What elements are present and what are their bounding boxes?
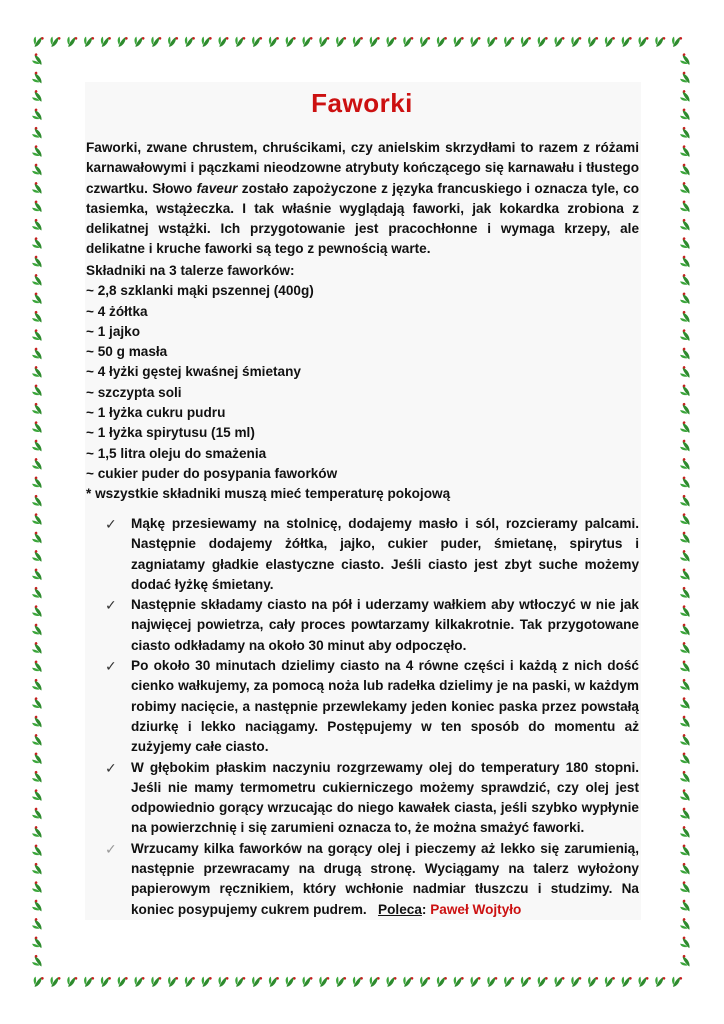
holly-sprig-icon <box>678 53 692 68</box>
holly-sprig-icon <box>678 494 692 509</box>
holly-sprig-icon <box>30 568 44 583</box>
holly-sprig-icon <box>30 936 44 951</box>
holly-sprig-icon <box>30 126 44 141</box>
intro-text-part1: Faworki, zwane chrustem, chruścikami, czy anielskim skrzydłami to razem z różami karnawałowymi i pączkami nieodzowne atrybuty kończącego się karnawału i tłustego czwartku. Słowo <box>86 140 639 196</box>
holly-sprig-icon <box>165 973 179 988</box>
holly-sprig-icon <box>678 182 692 197</box>
holly-sprig-icon <box>678 513 692 528</box>
holly-sprig-icon <box>678 329 692 344</box>
holly-sprig-icon <box>265 33 279 48</box>
holly-sprig-icon <box>232 973 246 988</box>
holly-sprig-icon <box>678 366 692 381</box>
ingredient-item: ~ 2,8 szklanki mąki pszennej (400g) <box>86 283 314 299</box>
holly-sprig-icon <box>30 33 44 48</box>
holly-sprig-icon <box>81 33 95 48</box>
step-item <box>105 656 639 757</box>
step-item <box>105 595 639 656</box>
holly-sprig-icon <box>30 163 44 178</box>
step-text: Mąkę przesiewamy na stolnicę, dodajemy masło i sól, rozcieramy palcami. Następnie dodajemy żółtka, jajko, cukier puder, śmietanę, spirytus i zagniatamy gładkie elastyczne ciasto. Jeśli ciasto jest zbyt suche możemy dodać łyżkę śmietany. <box>131 516 639 592</box>
holly-sprig-icon <box>383 33 397 48</box>
holly-sprig-icon <box>678 71 692 86</box>
holly-sprig-icon <box>30 494 44 509</box>
holly-sprig-icon <box>30 550 44 565</box>
holly-sprig-icon <box>316 973 330 988</box>
step-text: Następnie składamy ciasto na pół i uderzamy wałkiem aby wtłoczyć w nie jak najwięcej powietrza, cały proces powtarzamy kilkakrotnie. Tak przygotowane ciasto odkładamy na około 30 minut aby odpoczęło. <box>131 597 639 653</box>
ingredients-section <box>86 261 639 505</box>
holly-sprig-icon <box>551 973 565 988</box>
holly-sprig-icon <box>299 973 313 988</box>
holly-sprig-icon <box>30 421 44 436</box>
holly-sprig-icon <box>30 384 44 399</box>
holly-sprig-icon <box>678 715 692 730</box>
holly-sprig-icon <box>678 384 692 399</box>
holly-sprig-icon <box>30 513 44 528</box>
holly-sprig-icon <box>30 71 44 86</box>
holly-sprig-icon <box>484 973 498 988</box>
holly-sprig-icon <box>678 954 692 969</box>
holly-sprig-icon <box>601 973 615 988</box>
holly-sprig-icon <box>30 182 44 197</box>
holly-sprig-icon <box>678 899 692 914</box>
holly-sprig-icon <box>678 826 692 841</box>
holly-sprig-icon <box>678 421 692 436</box>
holly-sprig-icon <box>30 697 44 712</box>
holly-sprig-icon <box>678 531 692 546</box>
ingredient-item: ~ 4 łyżki gęstej kwaśnej śmietany <box>86 364 301 380</box>
ingredient-item: ~ 4 żółtka <box>86 303 148 319</box>
preparation-steps <box>105 514 639 920</box>
holly-sprig-icon <box>181 33 195 48</box>
holly-sprig-icon <box>30 660 44 675</box>
holly-sprig-icon <box>669 973 683 988</box>
holly-sprig-icon <box>678 310 692 325</box>
holly-sprig-icon <box>30 642 44 657</box>
holly-sprig-icon <box>669 33 683 48</box>
holly-sprig-icon <box>678 586 692 601</box>
author-name: Paweł Wojtyło <box>430 901 522 917</box>
holly-sprig-icon <box>678 292 692 307</box>
holly-sprig-icon <box>678 623 692 638</box>
recommendation <box>370 902 521 917</box>
holly-sprig-icon <box>678 126 692 141</box>
holly-sprig-icon <box>417 973 431 988</box>
holly-sprig-icon <box>299 33 313 48</box>
holly-sprig-icon <box>678 678 692 693</box>
holly-sprig-icon <box>30 366 44 381</box>
holly-sprig-icon <box>30 881 44 896</box>
holly-sprig-icon <box>64 973 78 988</box>
checkmark-icon: ✓ <box>105 516 117 532</box>
holly-sprig-icon <box>30 605 44 620</box>
holly-sprig-icon <box>400 33 414 48</box>
holly-sprig-icon <box>30 274 44 289</box>
holly-sprig-icon <box>501 33 515 48</box>
holly-sprig-icon <box>467 33 481 48</box>
step-text: Wrzucamy kilka faworków na gorący olej i pieczemy aż lekko się zarumienią, następnie przewracamy na drugą stronę. Wyciągamy na talerz wyłożony papierowym ręcznikiem, który wchłonie nadmiar tłuszczu i studzimy. Na koniec posypujemy cukrem pudrem. <box>131 840 639 917</box>
holly-sprig-icon <box>678 458 692 473</box>
holly-sprig-icon <box>678 163 692 178</box>
holly-sprig-icon <box>450 33 464 48</box>
holly-sprig-icon <box>400 973 414 988</box>
holly-sprig-icon <box>282 973 296 988</box>
holly-sprig-icon <box>47 973 61 988</box>
holly-sprig-icon <box>517 973 531 988</box>
holly-sprig-icon <box>265 973 279 988</box>
intro-paragraph <box>86 138 639 260</box>
holly-sprig-icon <box>678 476 692 491</box>
holly-sprig-icon <box>30 899 44 914</box>
checkmark-icon: ✓ <box>105 597 117 614</box>
step-item <box>105 839 639 920</box>
holly-sprig-icon <box>678 402 692 417</box>
holly-sprig-icon <box>678 439 692 454</box>
holly-sprig-icon <box>30 200 44 215</box>
step-item <box>105 758 639 839</box>
holly-sprig-icon <box>30 623 44 638</box>
holly-sprig-icon <box>333 973 347 988</box>
holly-sprig-icon <box>282 33 296 48</box>
holly-sprig-icon <box>635 33 649 48</box>
holly-sprig-icon <box>148 33 162 48</box>
holly-sprig-icon <box>30 439 44 454</box>
holly-sprig-icon <box>678 807 692 822</box>
holly-sprig-icon <box>333 33 347 48</box>
holly-sprig-icon <box>30 237 44 252</box>
holly-sprig-icon <box>551 33 565 48</box>
holly-sprig-icon <box>30 476 44 491</box>
holly-sprig-icon <box>601 33 615 48</box>
holly-sprig-icon <box>181 973 195 988</box>
holly-sprig-icon <box>678 605 692 620</box>
holly-sprig-icon <box>678 936 692 951</box>
step-item <box>105 514 639 595</box>
checkmark-icon: ✓ <box>105 840 117 857</box>
ingredients-header: Składniki na 3 talerze faworków: <box>86 263 295 278</box>
holly-sprig-icon <box>165 33 179 48</box>
holly-sprig-icon <box>114 33 128 48</box>
holly-sprig-icon <box>30 145 44 160</box>
ingredient-item: ~ 1,5 litra oleju do smażenia <box>86 445 267 461</box>
holly-sprig-icon <box>568 973 582 988</box>
holly-sprig-icon <box>678 237 692 252</box>
holly-sprig-icon <box>678 347 692 362</box>
holly-sprig-icon <box>635 973 649 988</box>
holly-sprig-icon <box>198 973 212 988</box>
holly-sprig-icon <box>30 458 44 473</box>
holly-sprig-icon <box>383 973 397 988</box>
holly-sprig-icon <box>30 715 44 730</box>
holly-sprig-icon <box>417 33 431 48</box>
holly-sprig-icon <box>652 33 666 48</box>
holly-sprig-icon <box>450 973 464 988</box>
holly-sprig-icon <box>131 33 145 48</box>
holly-sprig-icon <box>678 789 692 804</box>
holly-sprig-icon <box>30 347 44 362</box>
holly-sprig-icon <box>30 862 44 877</box>
holly-sprig-icon <box>484 33 498 48</box>
intro-italic-word: faveur <box>196 180 238 196</box>
holly-sprig-icon <box>30 218 44 233</box>
holly-sprig-icon <box>30 53 44 68</box>
holly-sprig-icon <box>678 697 692 712</box>
holly-sprig-icon <box>30 531 44 546</box>
holly-sprig-icon <box>249 33 263 48</box>
holly-sprig-icon <box>30 255 44 270</box>
holly-sprig-icon <box>678 568 692 583</box>
ingredient-item: ~ 1 łyżka cukru pudru <box>86 405 226 421</box>
intro-text-part2: zostało zapożyczone z języka francuskiego i oznacza tyle, co tasiemka, wstążeczka. I tak właśnie wyglądają faworki, jak kokardka zrobiona z delikatnej wstążki. Ich przygotowanie jest pracochłonne i wymaga krzepy, ale delikatne i kruche faworki są tego z pewnością warte. <box>86 180 640 257</box>
holly-sprig-icon <box>618 973 632 988</box>
holly-sprig-icon <box>30 292 44 307</box>
holly-sprig-icon <box>678 918 692 933</box>
holly-sprig-icon <box>534 33 548 48</box>
holly-sprig-icon <box>64 33 78 48</box>
checkmark-icon: ✓ <box>105 759 117 776</box>
holly-sprig-icon <box>433 973 447 988</box>
holly-sprig-icon <box>30 844 44 859</box>
holly-sprig-icon <box>30 826 44 841</box>
checkmark-icon: ✓ <box>105 658 117 675</box>
ingredient-item: ~ 50 g masła <box>86 344 168 360</box>
ingredient-item: ~ szczypta soli <box>86 384 182 400</box>
holly-sprig-icon <box>678 844 692 859</box>
holly-sprig-icon <box>47 33 61 48</box>
holly-sprig-icon <box>652 973 666 988</box>
holly-sprig-icon <box>678 550 692 565</box>
holly-sprig-icon <box>131 973 145 988</box>
holly-sprig-icon <box>678 200 692 215</box>
holly-sprig-icon <box>232 33 246 48</box>
recommended-by-separator: : <box>421 901 427 917</box>
ingredient-item: ~ cukier puder do posypania faworków <box>86 465 338 481</box>
holly-sprig-icon <box>97 33 111 48</box>
step-text: Po około 30 minutach dzielimy ciasto na 4 równe części i każdą z nich dość cienko wałkujemy, za pomocą noża lub radełka dzielimy je na paski, w każdym robimy nacięcie, a następnie przewlekamy jeden koniec paska przez powstałą dziurkę i lekko naciągamy. Postępujemy w ten sposób do momentu aż zużyjemy całe ciasto. <box>131 658 639 755</box>
holly-sprig-icon <box>215 973 229 988</box>
holly-sprig-icon <box>30 310 44 325</box>
holly-sprig-icon <box>678 752 692 767</box>
holly-sprig-icon <box>678 734 692 749</box>
holly-sprig-icon <box>349 33 363 48</box>
holly-sprig-icon <box>30 734 44 749</box>
holly-sprig-icon <box>618 33 632 48</box>
holly-sprig-icon <box>517 33 531 48</box>
holly-sprig-icon <box>97 973 111 988</box>
holly-sprig-icon <box>30 770 44 785</box>
holly-sprig-icon <box>678 881 692 896</box>
ingredient-item: ~ 1 łyżka spirytusu (15 ml) <box>86 425 255 441</box>
holly-sprig-icon <box>534 973 548 988</box>
ingredients-note: * wszystkie składniki muszą mieć temperaturę pokojową <box>86 486 451 502</box>
holly-sprig-icon <box>30 954 44 969</box>
holly-sprig-icon <box>148 973 162 988</box>
holly-sprig-icon <box>585 33 599 48</box>
holly-sprig-icon <box>316 33 330 48</box>
holly-sprig-icon <box>585 973 599 988</box>
holly-sprig-icon <box>678 218 692 233</box>
holly-sprig-icon <box>366 33 380 48</box>
holly-sprig-icon <box>366 973 380 988</box>
holly-sprig-icon <box>30 973 44 988</box>
holly-sprig-icon <box>349 973 363 988</box>
holly-sprig-icon <box>678 862 692 877</box>
holly-sprig-icon <box>30 807 44 822</box>
page-title: Faworki <box>311 88 413 118</box>
holly-sprig-icon <box>433 33 447 48</box>
holly-sprig-icon <box>678 274 692 289</box>
holly-sprig-icon <box>678 660 692 675</box>
holly-sprig-icon <box>678 642 692 657</box>
holly-sprig-icon <box>81 973 95 988</box>
holly-sprig-icon <box>678 770 692 785</box>
holly-sprig-icon <box>501 973 515 988</box>
holly-sprig-icon <box>678 255 692 270</box>
step-text: W głębokim płaskim naczyniu rozgrzewamy olej do temperatury 180 stopni. Jeśli nie mamy termometru cukierniczego możemy sprawdzić, czy olej jest odpowiednio gorący wrzucając do niego kawałek ciasta, jeśli szybko wypłynie na powierzchnię i się zarumieni oznacza to, że można smażyć faworki. <box>131 759 639 836</box>
holly-sprig-icon <box>215 33 229 48</box>
holly-sprig-icon <box>114 973 128 988</box>
holly-sprig-icon <box>30 678 44 693</box>
holly-sprig-icon <box>30 402 44 417</box>
holly-sprig-icon <box>30 586 44 601</box>
holly-sprig-icon <box>30 329 44 344</box>
holly-sprig-icon <box>568 33 582 48</box>
holly-sprig-icon <box>30 752 44 767</box>
ingredient-item: ~ 1 jajko <box>86 323 141 339</box>
holly-sprig-icon <box>30 789 44 804</box>
holly-sprig-icon <box>678 145 692 160</box>
holly-sprig-icon <box>249 973 263 988</box>
holly-sprig-icon <box>467 973 481 988</box>
recommended-by-label: Poleca <box>378 901 422 917</box>
holly-sprig-icon <box>30 918 44 933</box>
holly-sprig-icon <box>198 33 212 48</box>
